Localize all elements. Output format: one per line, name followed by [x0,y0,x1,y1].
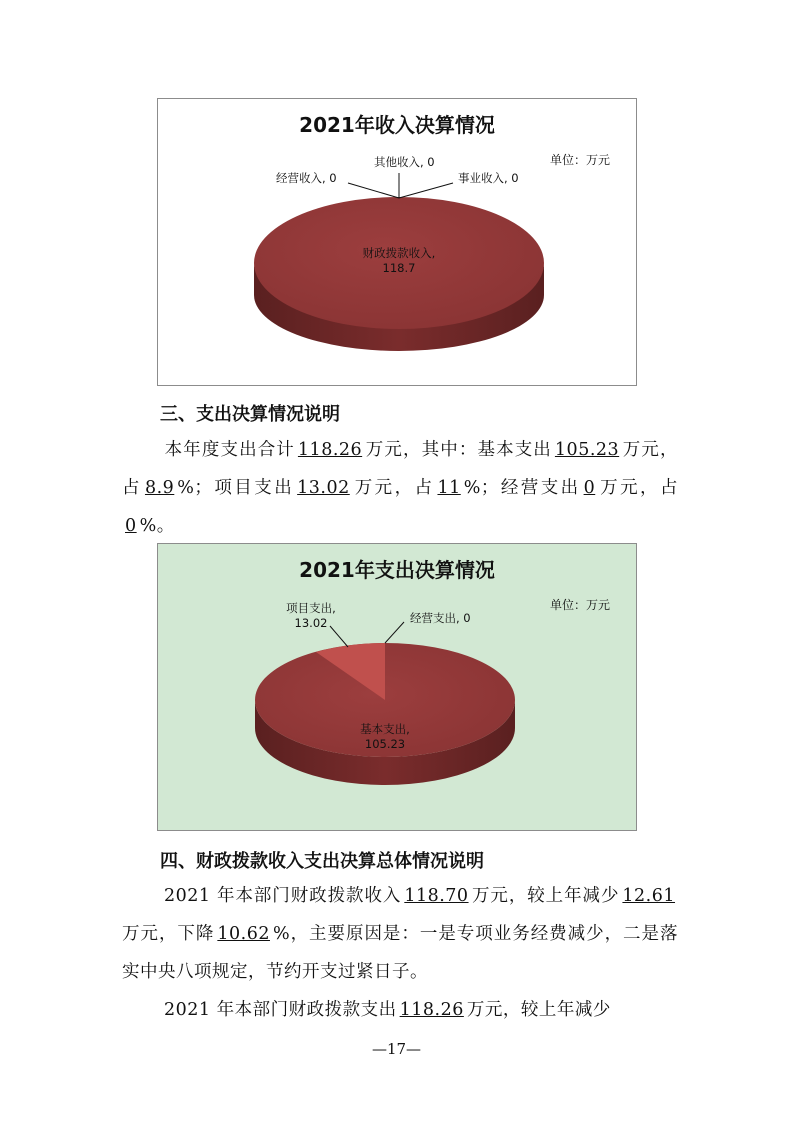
expense-pie-svg [158,544,638,832]
project-expense-pct: 11 [437,478,461,498]
fiscal-income-value: 118.70 [404,886,469,906]
expense-label-project-value: 13.02 [294,616,328,630]
page-number: —17— [371,1040,422,1058]
basic-expense-value: 105.23 [554,440,620,460]
fiscal-expense-value: 118.26 [399,1000,464,1020]
text: 万元，下降 [122,924,215,944]
text: 2021 年本部门财政拨款收入 [164,886,402,906]
section3-heading: 三、支出决算情况说明 [160,404,340,425]
income-chart-title: 2021年收入决算情况 [299,113,495,137]
text: 本年度支出合计 [164,440,295,460]
text: %。 [139,516,175,536]
section4-paragraph-2 [122,991,678,1029]
basic-expense-pct: 8.9 [144,478,175,498]
text: %；经营支出 [463,478,581,498]
expense-label-project-name: 项目支出, [286,601,336,615]
expense-label-basic-name: 基本支出, [360,722,410,736]
text: 万元，占 [598,478,679,498]
expense-pie-chart [157,543,637,831]
text: 万元，占 [352,478,435,498]
income-decrease-value: 12.61 [622,886,676,906]
operating-expense-pct: 0 [125,516,137,536]
leader-operating-expense [385,622,404,643]
text: 万元，较上年减少 [471,886,620,906]
expense-chart-title: 2021年支出决算情况 [299,558,495,582]
leader-operating-income [348,183,399,198]
income-label-business: 事业收入, 0 [458,171,519,185]
section3-paragraph [122,431,678,545]
text: 万元，较上年减少 [466,1000,611,1020]
income-label-other: 其他收入, 0 [374,155,435,169]
text: 2021 年本部门财政拨款支出 [164,1000,397,1020]
leader-business-income [399,183,453,198]
income-label-fiscal-name: 财政拨款收入, [362,246,436,260]
income-label-operating: 经营收入, 0 [276,171,337,185]
text: %；项目支出 [177,478,295,498]
expense-label-basic [348,722,422,752]
expense-label-basic-value: 105.23 [364,737,406,751]
text: %，主要原因是：一是专项业务经费减少，二是落实中央八项规定，节约开支过紧日子。 [122,924,678,982]
income-label-fiscal-value: 118.7 [382,261,416,275]
section4-paragraph-1 [122,877,678,991]
income-unit-label: 单位：万元 [549,153,610,167]
expense-label-operating: 经营支出, 0 [410,611,471,625]
income-pie-svg [158,99,638,387]
section4-heading: 四、财政拨款收入支出决算总体情况说明 [160,851,484,872]
expense-unit-label: 单位：万元 [549,598,610,612]
income-label-fiscal [354,246,444,276]
operating-expense-value: 0 [583,478,596,498]
project-expense-value: 13.02 [297,478,350,498]
text: 万元，其中：基本支出 [365,440,552,460]
text: 万元，占 [122,440,679,498]
expense-label-project [276,601,346,631]
income-decrease-pct: 10.62 [217,924,270,944]
income-pie-chart [157,98,637,386]
total-expense-value: 118.26 [297,440,363,460]
